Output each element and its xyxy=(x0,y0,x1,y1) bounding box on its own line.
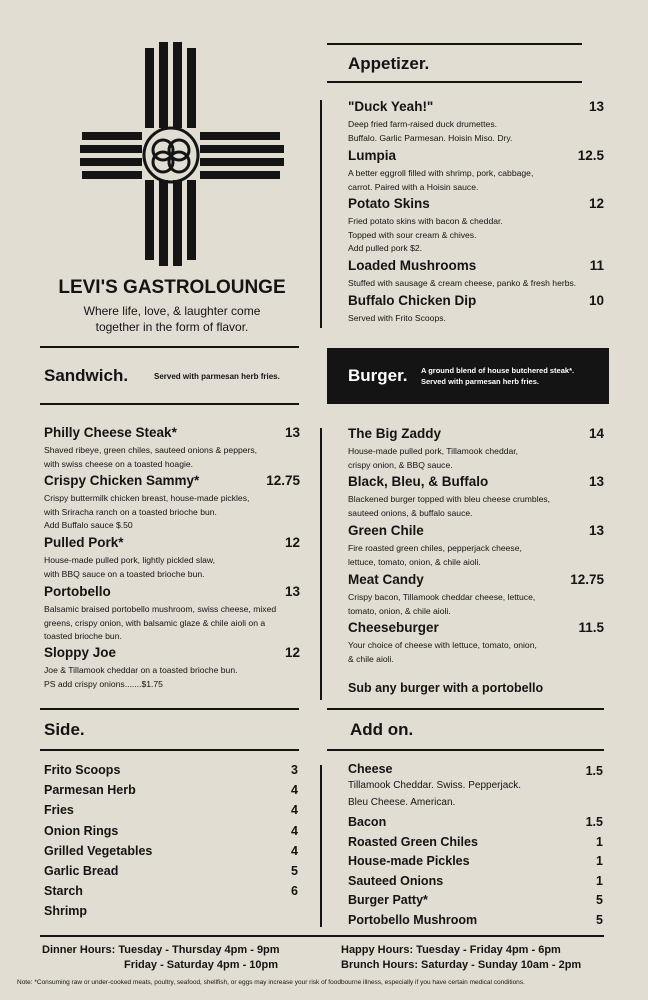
addon-item-name: House-made Pickles xyxy=(348,854,470,869)
sandwich-item-name: Portobello xyxy=(44,584,111,599)
appetizer-item xyxy=(348,258,604,288)
burger-item-price: 13 xyxy=(588,474,604,489)
appetizer-item-desc: A better eggroll filled with shrimp, pork, cabbage, xyxy=(348,168,534,178)
burger-item-name: Black, Bleu, & Buffalo xyxy=(348,474,489,489)
sandwich-item-desc: Shaved ribeye, green chiles, sauteed onions & peppers, xyxy=(44,445,258,455)
burger-item-desc: crispy onion, & BBQ sauce. xyxy=(348,459,453,470)
appetizer-item-desc: Fried potato skins with bacon & cheddar. xyxy=(348,216,503,226)
happy-hours: Happy Hours: Tuesday - Friday 4pm - 6pm xyxy=(341,944,561,956)
side-bottom-rule xyxy=(40,749,299,751)
addon-item-name: Bacon xyxy=(348,815,387,829)
appetizer-item-desc: carrot. Paired with a Hoisin sauce. xyxy=(348,181,479,192)
dinner-hours-2: Friday - Saturday 4pm - 10pm xyxy=(124,959,279,971)
appetizer-item xyxy=(348,293,604,323)
appetizer-item xyxy=(348,196,604,253)
appetizer-item-desc: Buffalo. Garlic Parmesan. Hoisin Miso. Dry. xyxy=(348,132,513,143)
burger-item xyxy=(348,523,604,567)
zia-sun-logo-icon xyxy=(80,40,286,268)
side-top-rule xyxy=(40,708,299,710)
burger-sub-note: Sub any burger with a portobello xyxy=(348,681,544,695)
burger-item-price: 14 xyxy=(588,426,604,441)
side-title: Side. xyxy=(44,720,85,739)
burger-item-name: Cheeseburger xyxy=(348,620,439,635)
sandwich-item-desc: Joe & Tillamook cheddar on a toasted brioche bun. xyxy=(44,665,238,675)
addon-cheese-price: 1.5 xyxy=(585,764,603,778)
appetizer-left-rule xyxy=(320,100,322,328)
sandwich-item xyxy=(44,645,300,689)
sandwich-item-desc: Balsamic braised portobello mushroom, swiss cheese, mixed xyxy=(44,604,277,614)
sandwich-item-desc: Add Buffalo sauce $.50 xyxy=(44,520,133,530)
sandwich-item-price: 12 xyxy=(284,535,300,550)
sandwich-item-name: Philly Cheese Steak* xyxy=(44,425,177,440)
burger-item-desc: lettuce, tomato, onion, & chile aioli. xyxy=(348,556,481,567)
addon-cheese-name: Cheese xyxy=(348,762,393,776)
health-note: Note: *Consuming raw or under-cooked meats, poultry, seafood, shellfish, or eggs may increase your risk of foodbourne illness, especially if you have certain medical conditions. xyxy=(17,979,525,986)
addon-item-price: 1 xyxy=(596,834,603,849)
appetizer-item-name: Loaded Mushrooms xyxy=(348,258,477,273)
burger-item-desc: Crispy bacon, Tillamook cheddar cheese, lettuce, xyxy=(348,592,536,602)
burger-item-price: 13 xyxy=(588,523,604,538)
addon-item-name: Burger Patty* xyxy=(348,893,428,908)
sandwich-item-desc: greens, crispy onion, with balsamic glaze & chile aioli on a xyxy=(44,617,266,628)
appetizer-item-name: Lumpia xyxy=(348,148,397,163)
side-item-price: 4 xyxy=(291,823,298,838)
appetizer-item-name: Potato Skins xyxy=(348,196,430,211)
addon-bottom-rule xyxy=(327,749,604,751)
appetizer-item-name: "Duck Yeah!" xyxy=(348,99,434,114)
sandwich-item-desc: with Sriracha ranch on a toasted brioche bun. xyxy=(44,506,217,517)
burger-item xyxy=(348,426,604,470)
burger-item-desc: House-made pulled pork, Tillamook cheddar, xyxy=(348,446,519,456)
side-item-price: 5 xyxy=(291,864,298,878)
sandwich-title: Sandwich. xyxy=(44,366,129,385)
addon-item-name: Portobello Mushroom xyxy=(348,913,478,927)
sandwich-item-desc: Crispy buttermilk chicken breast, house-made pickles, xyxy=(44,493,250,503)
addon-left-rule xyxy=(320,765,322,927)
side-item-name: Parmesan Herb xyxy=(44,783,136,798)
burger-item-price: 11.5 xyxy=(578,620,604,635)
sandwich-item-price: 13 xyxy=(284,584,300,599)
sandwich-item-desc: toasted brioche bun. xyxy=(44,631,122,641)
burger-item xyxy=(348,474,604,518)
appetizer-item-desc: Topped with sour cream & chives. xyxy=(348,229,477,240)
dinner-hours-1: Dinner Hours: Tuesday - Thursday 4pm - 9pm xyxy=(42,944,280,956)
addon-top-rule xyxy=(327,708,604,710)
addon-item-price: 1 xyxy=(596,873,603,888)
appetizer-item-price: 11 xyxy=(589,258,604,273)
sandwich-item xyxy=(44,535,300,579)
appetizer-item-name: Buffalo Chicken Dip xyxy=(348,293,477,308)
sandwich-item-desc: House-made pulled pork, lightly pickled slaw, xyxy=(44,555,216,565)
side-item-name: Onion Rings xyxy=(44,823,119,838)
sandwich-item-desc: with BBQ sauce on a toasted brioche bun. xyxy=(44,568,205,579)
appetizer-bottom-rule xyxy=(327,81,582,83)
side-item-name: Shrimp xyxy=(44,904,88,919)
addon-cheese-desc-1: Tillamook Cheddar. Swiss. Pepperjack. xyxy=(348,780,522,791)
side-item-price: 4 xyxy=(291,803,298,818)
burger-item-name: The Big Zaddy xyxy=(348,426,442,441)
brand-name: LEVI'S GASTROLOUNGE xyxy=(58,277,286,298)
brunch-hours: Brunch Hours: Saturday - Sunday 10am - 2pm xyxy=(341,959,582,971)
side-item-name: Garlic Bread xyxy=(44,864,119,878)
sandwich-item-price: 12.75 xyxy=(266,473,300,488)
side-item-name: Starch xyxy=(44,884,83,899)
sandwich-item-name: Pulled Pork* xyxy=(44,535,124,550)
sandwich-item-price: 13 xyxy=(284,425,300,440)
side-item-name: Grilled Vegetables xyxy=(44,843,153,858)
sandwich-bottom-rule xyxy=(40,403,299,405)
addon-cheese-desc-2: Bleu Cheese. American. xyxy=(348,797,456,808)
appetizer-title: Appetizer. xyxy=(348,54,430,73)
appetizer-item-price: 12.5 xyxy=(577,148,604,163)
sandwich-top-rule xyxy=(40,346,299,348)
footer-rule xyxy=(40,935,604,937)
burger-item-desc: & chile aioli. xyxy=(348,653,394,664)
sandwich-item xyxy=(44,584,300,641)
addon-item-price: 5 xyxy=(596,913,603,927)
sandwich-item-desc: with swiss cheese on a toasted hoagie. xyxy=(44,458,194,469)
appetizer-item-desc: Add pulled pork $2. xyxy=(348,243,423,253)
sandwich-note: Served with parmesan herb fries. xyxy=(154,372,280,381)
appetizer-item xyxy=(348,148,604,192)
addon-item-price: 5 xyxy=(596,893,603,908)
appetizer-item xyxy=(348,99,604,143)
addon-item-price: 1 xyxy=(596,854,603,869)
burger-item-desc: Fire roasted green chiles, pepperjack cheese, xyxy=(348,543,522,553)
burger-note-1: A ground blend of house butchered steak*. xyxy=(421,366,575,375)
sandwich-item-name: Sloppy Joe xyxy=(44,645,117,660)
side-item-price: 6 xyxy=(291,884,298,899)
burger-left-rule xyxy=(320,428,322,700)
sandwich-item xyxy=(44,473,300,530)
appetizer-item-desc: Stuffed with sausage & cream cheese, panko & fresh herbs. xyxy=(348,278,577,288)
appetizer-item-price: 13 xyxy=(588,99,604,114)
burger-item-name: Green Chile xyxy=(348,523,424,538)
burger-title: Burger. xyxy=(348,366,408,385)
burger-item-desc: sauteed onions, & buffalo sauce. xyxy=(348,507,473,518)
brand-tagline-1: Where life, love, & laughter come xyxy=(83,304,261,318)
burger-item xyxy=(348,620,604,664)
addon-title: Add on. xyxy=(350,720,414,739)
burger-item xyxy=(348,572,604,616)
appetizer-item-price: 10 xyxy=(588,293,604,308)
appetizer-top-rule xyxy=(327,43,582,45)
brand-tagline-2: together in the form of flavor. xyxy=(95,320,249,334)
sandwich-item xyxy=(44,425,300,469)
addon-item-name: Sauteed Onions xyxy=(348,873,444,888)
side-item-price: 4 xyxy=(291,783,298,798)
side-item-name: Frito Scoops xyxy=(44,763,121,777)
appetizer-item-desc: Served with Frito Scoops. xyxy=(348,313,446,323)
burger-item-desc: Your choice of cheese with lettuce, tomato, onion, xyxy=(348,640,537,650)
burger-note-2: Served with parmesan herb fries. xyxy=(421,377,539,386)
burger-item-desc: tomato, onion, & chile aioli. xyxy=(348,605,451,616)
sandwich-item-price: 12 xyxy=(284,645,300,660)
addon-item-name: Roasted Green Chiles xyxy=(348,834,478,849)
appetizer-item-price: 12 xyxy=(588,196,604,211)
side-item-price: 3 xyxy=(291,763,298,777)
side-item-price: 4 xyxy=(291,843,298,858)
burger-item-price: 12.75 xyxy=(570,572,604,587)
burger-item-name: Meat Candy xyxy=(348,572,424,587)
burger-item-desc: Blackened burger topped with bleu cheese crumbles, xyxy=(348,494,551,504)
appetizer-item-desc: Deep fried farm-raised duck drumettes. xyxy=(348,119,498,129)
side-item-name: Fries xyxy=(44,803,74,818)
sandwich-item-desc: PS add crispy onions.......$1.75 xyxy=(44,678,163,689)
sandwich-item-name: Crispy Chicken Sammy* xyxy=(44,473,200,488)
addon-item-price: 1.5 xyxy=(585,815,603,829)
